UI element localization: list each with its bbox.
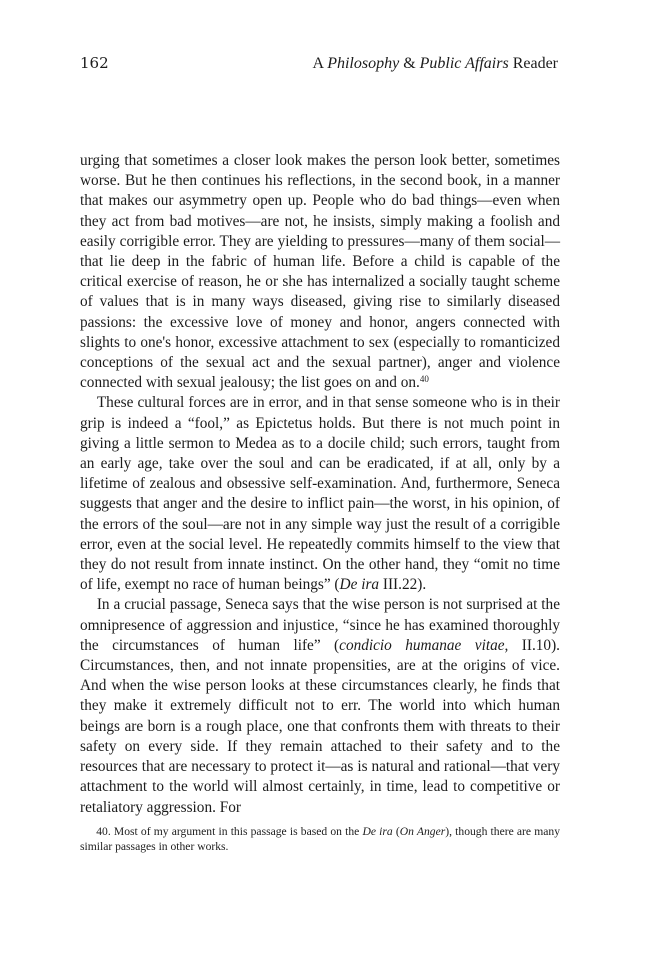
paragraph-3: In a crucial passage, Seneca says that the wise person is not surprised at the omnipresence of aggression and injustice, “since he has examined thoroughly the circumstances of human life” (condicio humanae vitae, II.10). Circumstances, then, and not innate propensities, are at the origins of vice. And when the wise person looks at these circumstances clearly, he finds that they make it extremely difficult not to err. The world into which human beings are born is a rough place, one that confronts them with threats to their safety on every side. If they remain attached to their safety and to the resources that are necessary to protect it—as is natural and rational—that very attachment to the world will almost certainly, in time, lead to competitive or retaliatory aggression. For	[80, 596, 560, 816]
footnote-40: 40. Most of my argument in this passage is based on the De ira (On Anger), though there are many similar passages in other works.	[80, 825, 560, 853]
footnote-ref: 40	[419, 374, 429, 385]
page-number: 162	[80, 54, 109, 72]
footnote	[80, 824, 560, 854]
paragraph-2: These cultural forces are in error, and in that sense someone who is in their grip is indeed a “fool,” as Epictetus holds. But there is not much point in giving a little sermon to Medea as to a docile child; such errors, taught from an early age, take over the soul and can be eradicated, if at all, only by a lifetime of zealous and obsessive self-examination. And, furthermore, Seneca suggests that anger and the desire to inflict pain—the worst, in his opinion, of the errors of the soul—are not in any simple way just the result of a corrigible error, even at the social level. He repeatedly commits himself to the view that they do not result from innate instinct. On the other hand, they “omit no time of life, exempt no race of human beings” (De ira III.22).	[80, 394, 560, 594]
running-title: A Philosophy & Public Affairs Reader	[312, 55, 558, 72]
running-head	[80, 54, 558, 73]
paragraph-1: urging that sometimes a closer look makes the person look better, sometimes worse. But he then continues his reflections, in the second book, in a manner that makes our asymmetry open up. People who do bad things—even when they act from bad motives—are not, he insists, simply making a foolish and easily corrigible error. They are yielding to pressures—many of them social—that lie deep in the fabric of human life. Before a child is capable of the critical exercise of reason, he or she has internalized a socially taught scheme of values that is in many ways diseased, giving rise to similarly diseased passions: the excessive love of money and honor, angers connected with slights to one's honor, excessive attachment to sex (especially to romanticized conceptions of the sexual act and the sexual partner), anger and violence connected with sexual jealousy; the list goes on and on.$^{40}$	[80, 152, 560, 392]
body-text	[80, 151, 560, 818]
